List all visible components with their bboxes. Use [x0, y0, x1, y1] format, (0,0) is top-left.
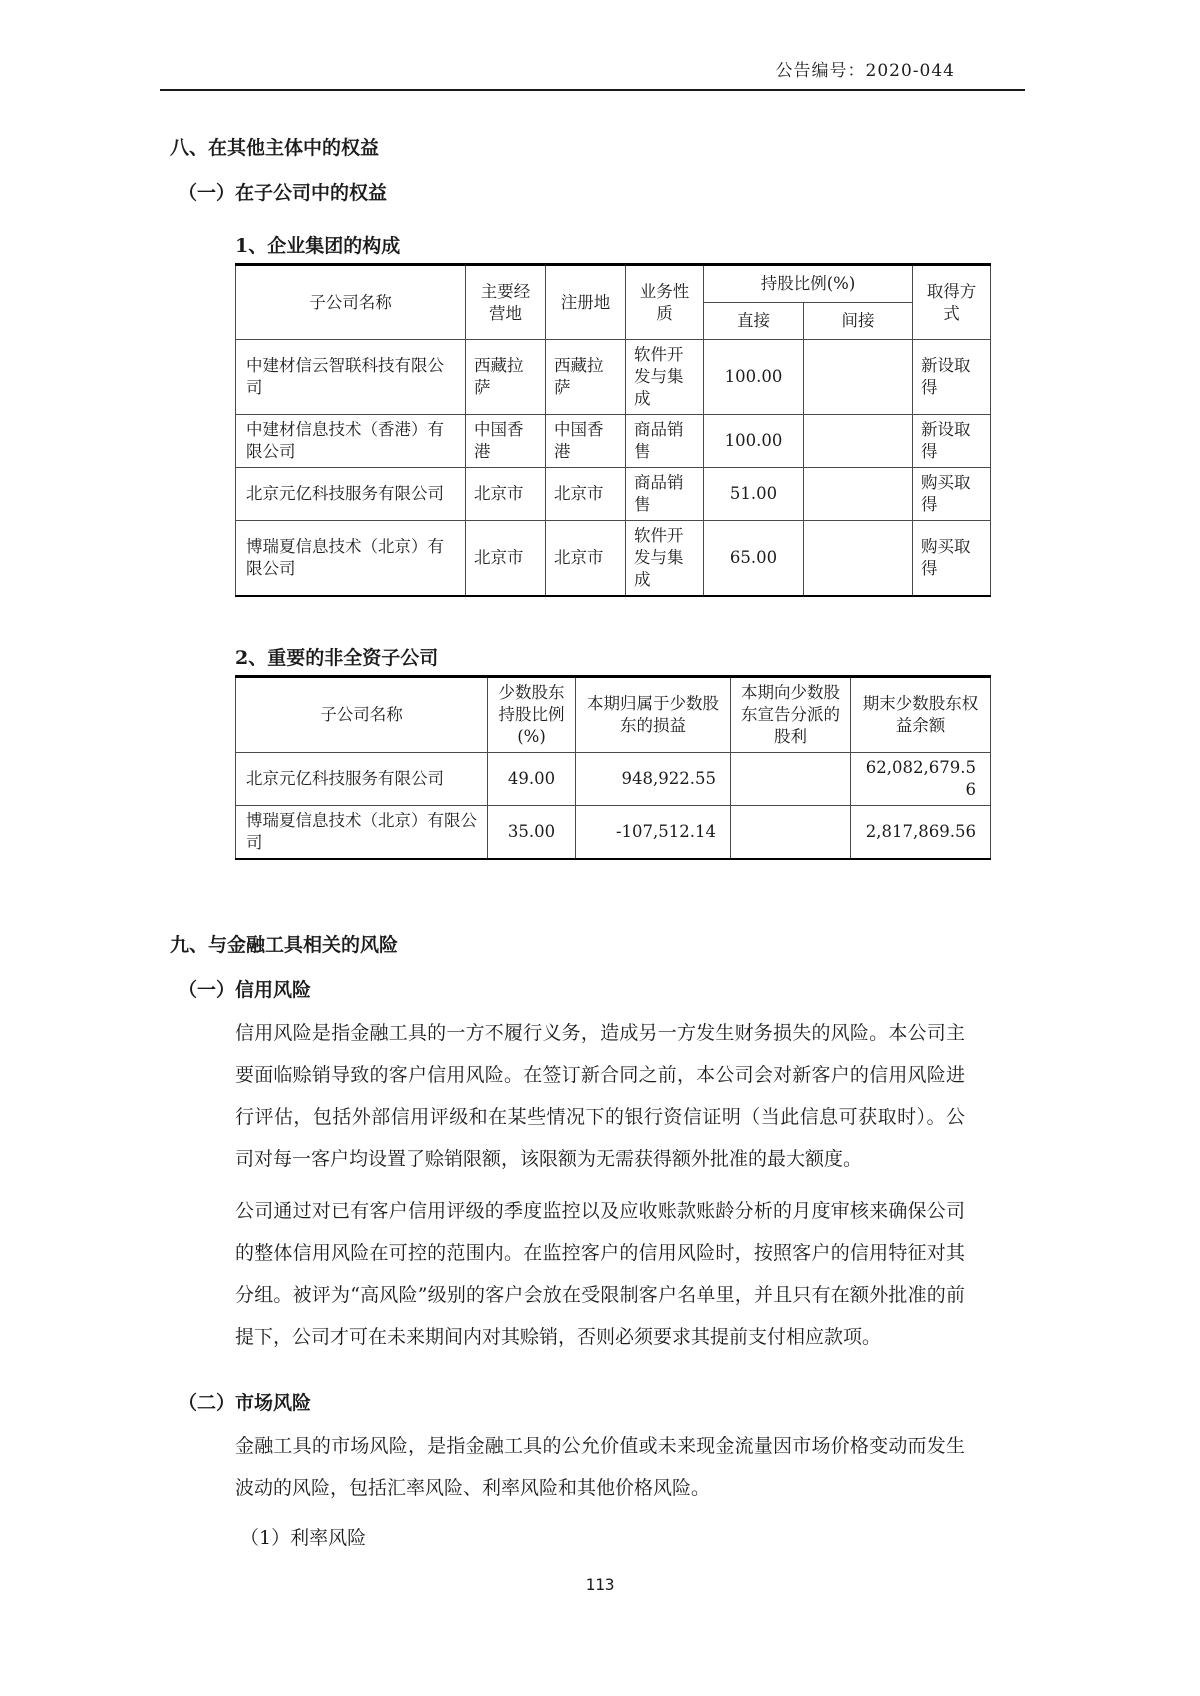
col-header-subsidiary-name: 子公司名称 — [236, 677, 488, 753]
cell-indirect-ratio — [804, 521, 913, 597]
cell-registered-place: 西藏拉萨 — [546, 340, 626, 415]
cell-indirect-ratio — [804, 340, 913, 415]
cell-minority-ratio: 49.00 — [488, 753, 576, 806]
cell-subsidiary-name: 中建材信云智联科技有限公司 — [236, 340, 466, 415]
cell-minority-pl: 948,922.55 — [576, 753, 731, 806]
table-row — [236, 806, 991, 860]
cell-indirect-ratio — [804, 468, 913, 521]
cell-main-location: 北京市 — [466, 521, 546, 597]
cell-indirect-ratio — [804, 415, 913, 468]
cell-subsidiary-name: 博瑞夏信息技术（北京）有限公司 — [236, 521, 466, 597]
doc-number: 公告编号：2020-044 — [775, 61, 955, 81]
cell-acquisition-method: 购买取得 — [913, 468, 991, 521]
col-header-dividends-declared: 本期向少数股东宣告分派的股利 — [731, 677, 851, 753]
cell-subsidiary-name: 北京元亿科技服务有限公司 — [236, 753, 488, 806]
cell-business-nature: 软件开发与集成 — [626, 521, 704, 597]
cell-acquisition-method: 购买取得 — [913, 521, 991, 597]
cell-direct-ratio: 100.00 — [704, 340, 804, 415]
cell-subsidiary-name: 北京元亿科技服务有限公司 — [236, 468, 466, 521]
section-9-title: 九、与金融工具相关的风险 — [170, 934, 399, 956]
cell-subsidiary-name: 中建材信息技术（香港）有限公司 — [236, 415, 466, 468]
section-8-title: 八、在其他主体中的权益 — [170, 137, 380, 159]
table-row — [236, 753, 991, 806]
cell-ending-minority-equity: 62,082,679.56 — [851, 753, 991, 806]
table-1-header-row-1 — [236, 265, 991, 303]
table-row — [236, 468, 991, 521]
col-header-registered-place: 注册地 — [546, 265, 626, 340]
cell-registered-place: 北京市 — [546, 521, 626, 597]
table-non-wholly-owned-subsidiaries — [235, 675, 991, 860]
table-row — [236, 521, 991, 597]
cell-dividends-declared — [731, 753, 851, 806]
table-row — [236, 415, 991, 468]
cell-main-location: 中国香港 — [466, 415, 546, 468]
cell-acquisition-method: 新设取得 — [913, 340, 991, 415]
cell-business-nature: 软件开发与集成 — [626, 340, 704, 415]
credit-risk-para-1: 信用风险是指金融工具的一方不履行义务，造成另一方发生财务损失的风险。本公司主要面临赊销导致的客户信用风险。在签订新合同之前，本公司会对新客户的信用风险进行评估，包括外部信用评级和在某些情况下的银行资信证明（当此信息可获取时）。公司对每一客户均设置了赊销限额，该限额为无需获得额外批准的最大额度。 — [235, 1022, 965, 1170]
cell-direct-ratio: 100.00 — [704, 415, 804, 468]
table-1-heading: 1、企业集团的构成 — [235, 235, 401, 257]
cell-direct-ratio: 51.00 — [704, 468, 804, 521]
col-header-indirect: 间接 — [804, 303, 913, 340]
cell-ending-minority-equity: 2,817,869.56 — [851, 806, 991, 860]
credit-risk-para-2: 公司通过对已有客户信用评级的季度监控以及应收账款账龄分析的月度审核来确保公司的整体信用风险在可控的范围内。在监控客户的信用风险时，按照客户的信用特征对其分组。被评为“高风险”级别的客户会放在受限制客户名单里，并且只有在额外批准的前提下，公司才可在未来期间内对其赊销，否则必须要求其提前支付相应款项。 — [235, 1200, 965, 1348]
col-header-holding-ratio: 持股比例(%) — [704, 265, 913, 303]
col-header-acquisition-method: 取得方式 — [913, 265, 991, 340]
interest-risk-heading: （1）利率风险 — [240, 1527, 367, 1549]
cell-business-nature: 商品销售 — [626, 415, 704, 468]
cell-acquisition-method: 新设取得 — [913, 415, 991, 468]
col-header-minority-ratio: 少数股东持股比例(%) — [488, 677, 576, 753]
cell-dividends-declared — [731, 806, 851, 860]
table-2-header-row — [236, 677, 991, 753]
cell-main-location: 西藏拉萨 — [466, 340, 546, 415]
table-group-composition — [235, 263, 991, 597]
section-8-sub1: （一）在子公司中的权益 — [178, 182, 388, 204]
cell-minority-pl: -107,512.14 — [576, 806, 731, 860]
col-header-direct: 直接 — [704, 303, 804, 340]
page-number: 113 — [585, 1575, 615, 1594]
cell-direct-ratio: 65.00 — [704, 521, 804, 597]
cell-registered-place: 中国香港 — [546, 415, 626, 468]
table-1-block — [235, 231, 990, 597]
market-risk-para-1: 金融工具的市场风险，是指金融工具的公允价值或未来现金流量因市场价格变动而发生波动的风险，包括汇率风险、利率风险和其他价格风险。 — [235, 1435, 965, 1499]
header-rule — [160, 89, 1025, 91]
col-header-subsidiary-name: 子公司名称 — [236, 265, 466, 340]
cell-registered-place: 北京市 — [546, 468, 626, 521]
cell-main-location: 北京市 — [466, 468, 546, 521]
cell-subsidiary-name: 博瑞夏信息技术（北京）有限公司 — [236, 806, 488, 860]
table-2-block — [235, 643, 990, 860]
col-header-main-location: 主要经营地 — [466, 265, 546, 340]
col-header-minority-pl: 本期归属于少数股东的损益 — [576, 677, 731, 753]
market-risk-heading: （二）市场风险 — [178, 1392, 312, 1414]
cell-minority-ratio: 35.00 — [488, 806, 576, 860]
table-2-heading: 2、重要的非全资子公司 — [235, 647, 439, 669]
col-header-business-nature: 业务性质 — [626, 265, 704, 340]
cell-business-nature: 商品销售 — [626, 468, 704, 521]
table-row — [236, 340, 991, 415]
credit-risk-heading: （一）信用风险 — [178, 979, 312, 1001]
col-header-ending-minority-equity: 期末少数股东权益余额 — [851, 677, 991, 753]
